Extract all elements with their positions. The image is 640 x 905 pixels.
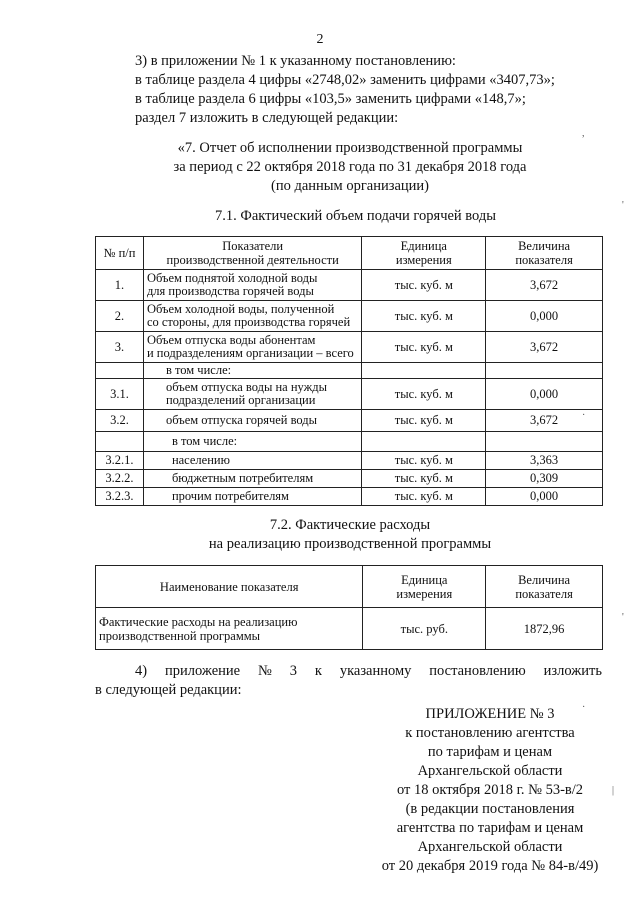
appendix-line-8: Архангельской области: [417, 839, 563, 855]
table-row: 3.2.3. прочим потребителям тыс. куб. м 0,000: [96, 488, 603, 506]
header-num: № п/п: [96, 237, 144, 270]
scan-speck: |: [612, 785, 615, 796]
header-value: Величина показателя: [486, 566, 603, 608]
page-number: 2: [316, 32, 324, 47]
table-row: 3. Объем отпуска воды абонентам и подразделениям организации – всего тыс. куб. м 3,672: [96, 332, 603, 363]
table-row: 3.2.2. бюджетным потребителям тыс. куб. м 0,309: [96, 470, 603, 488]
appendix-line-6: (в редакции постановления: [405, 801, 575, 817]
table-header-row: [96, 237, 603, 270]
table2-title-line-2: на реализацию производственной программы: [208, 536, 492, 552]
table-row: в том числе:: [96, 363, 603, 379]
header-value: Величина показателя: [486, 237, 603, 270]
appendix-line-4: Архангельской области: [417, 763, 563, 779]
section7-title-line-2: за период с 22 октября 2018 года по 31 декабря 2018 года: [173, 159, 527, 175]
section7-title-line-3: (по данным организации): [270, 178, 429, 194]
intro-line-2: в таблице раздела 4 цифры «2748,02» заменить цифрами «3407,73»;: [135, 72, 555, 88]
section7-title-line-1: «7. Отчет об исполнении производственной программы: [177, 140, 523, 156]
item4-line-2: в следующей редакции:: [95, 682, 242, 698]
water-supply-table: [95, 236, 603, 506]
scan-speck: ': [622, 612, 624, 623]
intro-line-1: 3) в приложении № 1 к указанному постановлению:: [135, 53, 456, 69]
intro-line-4: раздел 7 изложить в следующей редакции:: [135, 110, 399, 126]
scan-speck: ·: [582, 702, 586, 713]
appendix-line-7: агентства по тарифам и ценам: [396, 820, 584, 836]
table-header-row: [96, 566, 603, 608]
expenses-table: [95, 565, 603, 650]
table-row: 1. Объем поднятой холодной воды для производства горячей воды тыс. куб. м 3,672: [96, 270, 603, 301]
header-unit: Единица измерения: [362, 237, 486, 270]
table-row: Фактические расходы на реализацию производственной программы тыс. руб. 1872,96: [96, 608, 603, 650]
header-indicator: Показатели производственной деятельности: [143, 237, 362, 270]
header-unit: Единица измерения: [363, 566, 486, 608]
table2-title-line-1: 7.2. Фактические расходы: [269, 517, 431, 533]
appendix-line-1: ПРИЛОЖЕНИЕ № 3: [425, 706, 555, 722]
scan-speck: ·: [582, 410, 586, 421]
intro-line-3: в таблице раздела 6 цифры «103,5» заменить цифрами «148,7»;: [135, 91, 526, 107]
table-row: 3.2. объем отпуска горячей воды тыс. куб. м 3,672: [96, 410, 603, 432]
scan-speck: ': [622, 200, 624, 211]
table1-title: 7.1. Фактический объем подачи горячей воды: [215, 208, 497, 224]
table-row: 3.1. объем отпуска воды на нужды подразделений организации тыс. куб. м 0,000: [96, 379, 603, 410]
appendix-line-9: от 20 декабря 2019 года № 84-в/49): [381, 858, 599, 874]
appendix-line-5: от 18 октября 2018 г. № 53-в/2: [396, 782, 584, 798]
table-row: 2. Объем холодной воды, полученной со стороны, для производства горячей тыс. куб. м 0,000: [96, 301, 603, 332]
table-row: в том числе:: [96, 432, 603, 452]
header-indicator-name: Наименование показателя: [96, 566, 363, 608]
item4-line-1: 4) приложение № 3 к указанному постановлению изложить: [135, 663, 602, 679]
table-row: 3.2.1. населению тыс. куб. м 3,363: [96, 452, 603, 470]
appendix-line-2: к постановлению агентства: [405, 725, 575, 741]
scan-speck: ,: [582, 128, 585, 139]
appendix-line-3: по тарифам и ценам: [427, 744, 553, 760]
